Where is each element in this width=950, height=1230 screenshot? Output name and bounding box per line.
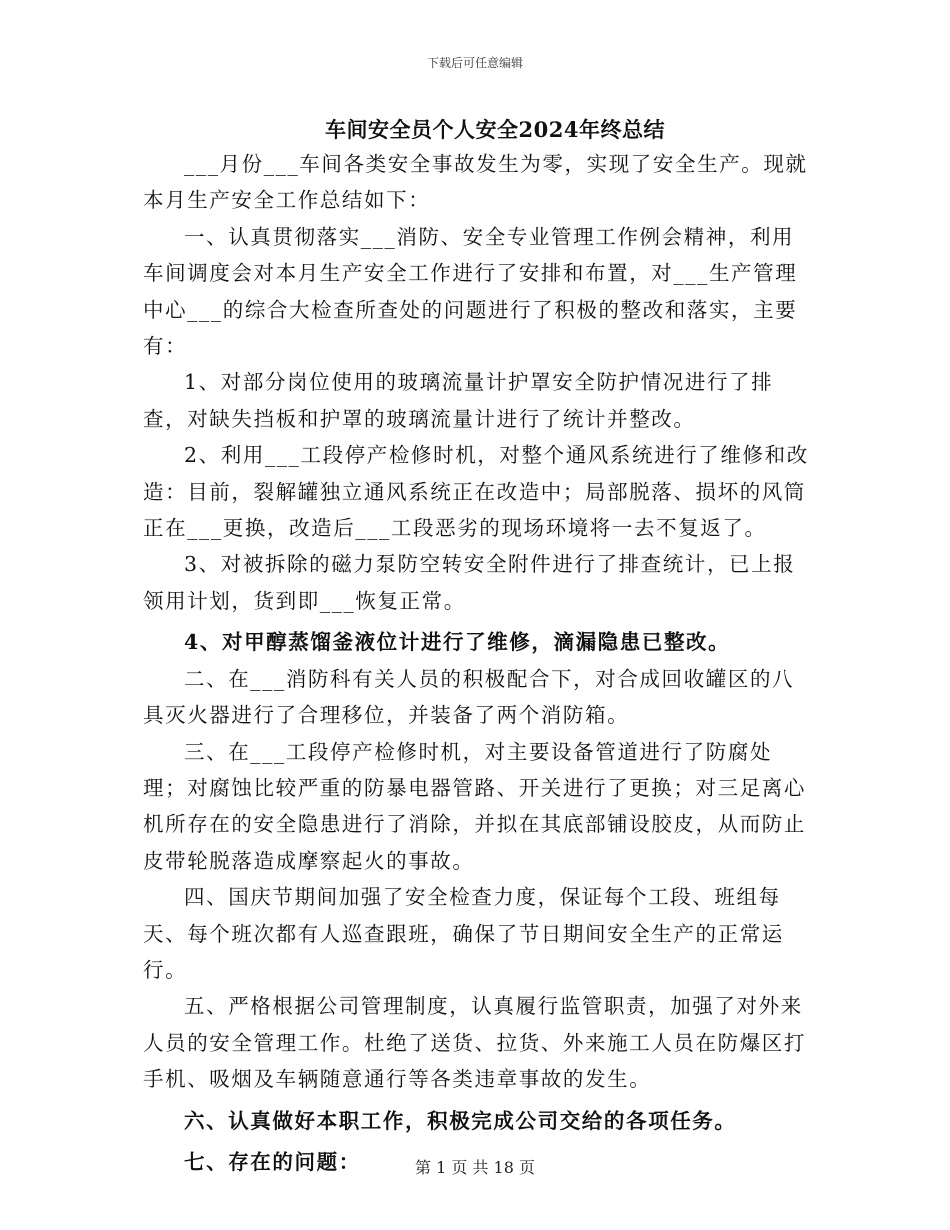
paragraph-section-3: 三、在___工段停产检修时机，对主要设备管道进行了防腐处理；对腐蚀比较严重的防暴电器管路、开关进行了更换；对三足离心机所存在的安全隐患进行了消除，并拟在其底部铺设胶皮，从而防止皮带轮脱落造成摩察起火的事故。 (143, 739, 806, 873)
paragraph-section-7: 七、存在的问题： (184, 1149, 361, 1174)
page-number: 第 1 页 共 18 页 (415, 1158, 535, 1177)
paragraph-section-6: 六、认真做好本职工作，积极完成公司交给的各项任务。 (184, 1108, 737, 1133)
paragraph-item-3: 3、对被拆除的磁力泵防空转安全附件进行了排查统计，已上报领用计划，货到即___恢复正常。 (143, 552, 796, 613)
paragraph-section-2: 二、在___消防科有关人员的积极配合下，对合成回收罐区的八具灭火器进行了合理移位，并装备了两个消防箱。 (143, 666, 795, 728)
download-note: 下载后可任意编辑 (426, 56, 523, 70)
paragraph-intro: ___月份___车间各类安全事故发生为零，实现了安全生产。现就本月生产安全工作总结如下： (143, 152, 808, 213)
paragraph-section-5: 五、严格根据公司管理制度，认真履行监管职责，加强了对外来人员的安全管理工作。杜绝了送货、拉货、外来施工人员在防爆区打手机、吸烟及车辆随意通行等各类违章事故的发生。 (143, 994, 806, 1092)
paragraph-item-2: 2、利用___工段停产检修时机，对整个通风系统进行了维修和改造：目前，裂解罐独立通风系统正在改造中；局部脱落、损坏的风筒正在___更换，改造后___工段恶劣的现场环境将一去不复返了。 (143, 443, 809, 541)
document-body (143, 146, 811, 1180)
paragraph-section-4: 四、国庆节期间加强了安全检查力度，保证每个工段、班组每天、每个班次都有人巡查跟班，确保了节日期间安全生产的正常运行。 (143, 885, 784, 982)
paragraph-section-1: 一、认真贯彻落实___消防、安全专业管理工作例会精神，利用车间调度会对本月生产安全工作进行了安排和布置，对___生产管理中心___的综合大检查所查处的问题进行了积极的整改和落实，主要有： (143, 224, 798, 359)
paragraph-item-1: 1、对部分岗位使用的玻璃流量计护罩安全防护情况进行了排查，对缺失挡板和护罩的玻璃流量计进行了统计并整改。 (143, 370, 774, 431)
document-title: 车间安全员个人安全2024年终总结 (325, 117, 665, 142)
paragraph-item-4: 4、对甲醇蒸馏釜液位计进行了维修，滴漏隐患已整改。 (184, 630, 731, 655)
